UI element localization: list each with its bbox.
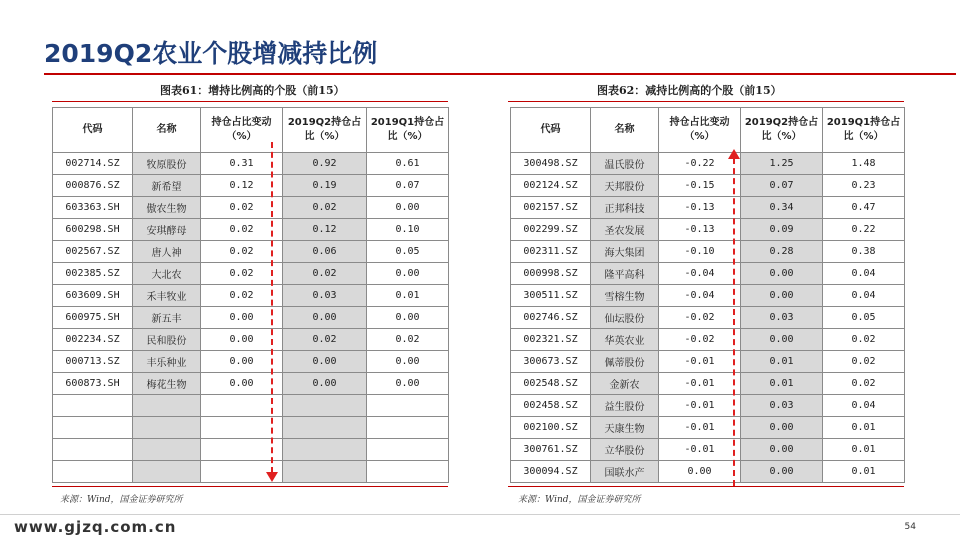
table-row (511, 219, 905, 241)
cell-q1: 0.07 (367, 175, 449, 197)
cell-code: 000876.SZ (53, 175, 133, 197)
cell-change: 0.02 (201, 263, 283, 285)
arrow-down-icon (266, 472, 278, 482)
cell-code: 002321.SZ (511, 329, 591, 351)
table-header-row (511, 108, 905, 153)
cell-name: 雪榕生物 (591, 285, 659, 307)
table-row (53, 197, 449, 219)
cell-q2: 0.28 (741, 241, 823, 263)
cell-code: 603609.SH (53, 285, 133, 307)
cell-q1: 0.38 (823, 241, 905, 263)
cell-q2: 0.02 (283, 263, 367, 285)
cell-change: 0.02 (201, 197, 283, 219)
cell-q2: 0.00 (283, 307, 367, 329)
cell-change: 0.02 (201, 241, 283, 263)
table-row (511, 153, 905, 175)
cell-change: -0.01 (659, 351, 741, 373)
table-row (53, 285, 449, 307)
cell-q1 (367, 395, 449, 417)
cell-q2: 0.00 (741, 461, 823, 483)
cell-name: 丰乐种业 (133, 351, 201, 373)
cell-change: 0.00 (201, 307, 283, 329)
cell-code: 002746.SZ (511, 307, 591, 329)
cell-q1 (367, 461, 449, 483)
table-row (511, 417, 905, 439)
right-table-caption: 图表62：减持比例高的个股（前15） (597, 84, 782, 97)
cell-code: 300511.SZ (511, 285, 591, 307)
cell-name: 华英农业 (591, 329, 659, 351)
table-row (511, 263, 905, 285)
cell-change: 0.00 (201, 373, 283, 395)
cell-code: 002234.SZ (53, 329, 133, 351)
cell-name (133, 417, 201, 439)
cell-code: 002100.SZ (511, 417, 591, 439)
cell-name: 圣农发展 (591, 219, 659, 241)
table-row (511, 307, 905, 329)
table-row (53, 395, 449, 417)
cell-name: 正邦科技 (591, 197, 659, 219)
cell-name: 国联水产 (591, 461, 659, 483)
cell-name: 新希望 (133, 175, 201, 197)
cell-change: -0.04 (659, 285, 741, 307)
cell-q1: 0.00 (367, 197, 449, 219)
table-row (511, 285, 905, 307)
cell-q2: 0.92 (283, 153, 367, 175)
table-row (53, 461, 449, 483)
cell-q1: 0.04 (823, 285, 905, 307)
cell-name: 海大集团 (591, 241, 659, 263)
cell-name: 安琪酵母 (133, 219, 201, 241)
cell-q2 (283, 417, 367, 439)
cell-name: 天康生物 (591, 417, 659, 439)
cell-code: 600298.SH (53, 219, 133, 241)
right-source-divider (508, 486, 904, 487)
page-title: 2019Q2农业个股增减持比例 (44, 39, 378, 68)
table-row (53, 241, 449, 263)
cell-code: 300761.SZ (511, 439, 591, 461)
website-logo: www.gjzq.com.cn (14, 518, 177, 536)
cell-q2: 0.00 (741, 263, 823, 285)
cell-code: 000713.SZ (53, 351, 133, 373)
cell-q2: 0.09 (741, 219, 823, 241)
right-caption-divider (508, 101, 904, 102)
cell-name: 益生股份 (591, 395, 659, 417)
cell-change: 0.00 (659, 461, 741, 483)
cell-change: -0.22 (659, 153, 741, 175)
table-row (511, 241, 905, 263)
cell-q1: 0.04 (823, 263, 905, 285)
cell-change: -0.01 (659, 395, 741, 417)
cell-name: 傲农生物 (133, 197, 201, 219)
header-q2: 2019Q2持仓占比（%） (741, 108, 823, 153)
header-change: 持仓占比变动（%） (659, 108, 741, 153)
cell-q1: 1.48 (823, 153, 905, 175)
left-table-caption: 图表61：增持比例高的个股（前15） (160, 84, 345, 97)
left-source-divider (52, 486, 448, 487)
cell-change: 0.02 (201, 219, 283, 241)
header-q1: 2019Q1持仓占比（%） (823, 108, 905, 153)
cell-code: 002567.SZ (53, 241, 133, 263)
cell-code: 002299.SZ (511, 219, 591, 241)
cell-q1: 0.01 (823, 417, 905, 439)
cell-code (53, 417, 133, 439)
cell-q2 (283, 395, 367, 417)
cell-code: 300094.SZ (511, 461, 591, 483)
cell-q1: 0.61 (367, 153, 449, 175)
cell-change: -0.01 (659, 373, 741, 395)
cell-code: 002385.SZ (53, 263, 133, 285)
cell-code: 600873.SH (53, 373, 133, 395)
cell-q2: 0.00 (741, 329, 823, 351)
cell-q1: 0.10 (367, 219, 449, 241)
cell-q2: 0.12 (283, 219, 367, 241)
cell-q2: 1.25 (741, 153, 823, 175)
cell-name: 立华股份 (591, 439, 659, 461)
cell-q2: 0.00 (741, 417, 823, 439)
table-row (53, 439, 449, 461)
cell-code (53, 461, 133, 483)
cell-code: 000998.SZ (511, 263, 591, 285)
cell-q1: 0.23 (823, 175, 905, 197)
table-row (511, 395, 905, 417)
table-row (53, 351, 449, 373)
table-row (511, 373, 905, 395)
cell-q1: 0.00 (367, 263, 449, 285)
cell-q2: 0.00 (741, 439, 823, 461)
table-row (53, 307, 449, 329)
cell-q1: 0.01 (823, 439, 905, 461)
cell-change: -0.02 (659, 307, 741, 329)
cell-name (133, 439, 201, 461)
cell-name: 金新农 (591, 373, 659, 395)
increase-trend-arrow-line (733, 158, 735, 486)
cell-name: 佩蒂股份 (591, 351, 659, 373)
header-name: 名称 (591, 108, 659, 153)
cell-q2 (283, 439, 367, 461)
cell-q2: 0.00 (283, 373, 367, 395)
cell-q2: 0.02 (283, 329, 367, 351)
decrease-trend-arrow-line (271, 142, 273, 473)
cell-name: 民和股份 (133, 329, 201, 351)
cell-change: -0.13 (659, 219, 741, 241)
cell-q1: 0.00 (367, 351, 449, 373)
header-q2: 2019Q2持仓占比（%） (283, 108, 367, 153)
header-code: 代码 (53, 108, 133, 153)
cell-q2: 0.00 (741, 285, 823, 307)
cell-q2: 0.00 (283, 351, 367, 373)
cell-code: 002548.SZ (511, 373, 591, 395)
table-row (511, 351, 905, 373)
cell-code: 603363.SH (53, 197, 133, 219)
header-code: 代码 (511, 108, 591, 153)
cell-code: 300498.SZ (511, 153, 591, 175)
footer-divider (0, 514, 960, 515)
cell-name: 隆平高科 (591, 263, 659, 285)
table-row (53, 219, 449, 241)
cell-change: 0.12 (201, 175, 283, 197)
cell-q1: 0.02 (823, 351, 905, 373)
cell-code: 600975.SH (53, 307, 133, 329)
cell-q1: 0.05 (823, 307, 905, 329)
cell-name: 新五丰 (133, 307, 201, 329)
table-row (511, 329, 905, 351)
title-divider (44, 73, 956, 75)
cell-change: -0.15 (659, 175, 741, 197)
header-q1: 2019Q1持仓占比（%） (367, 108, 449, 153)
cell-q2: 0.01 (741, 351, 823, 373)
cell-change: 0.00 (201, 351, 283, 373)
cell-q1: 0.47 (823, 197, 905, 219)
cell-change: 0.00 (201, 329, 283, 351)
cell-name: 牧原股份 (133, 153, 201, 175)
cell-name (133, 461, 201, 483)
cell-change: -0.01 (659, 417, 741, 439)
table-row (53, 417, 449, 439)
table-row (511, 197, 905, 219)
cell-name: 禾丰牧业 (133, 285, 201, 307)
cell-q1: 0.02 (823, 329, 905, 351)
table-row (53, 263, 449, 285)
arrow-up-icon (728, 149, 740, 159)
cell-change: 0.02 (201, 285, 283, 307)
cell-q2: 0.03 (283, 285, 367, 307)
cell-q2: 0.19 (283, 175, 367, 197)
cell-q1: 0.01 (823, 461, 905, 483)
cell-code: 002714.SZ (53, 153, 133, 175)
table-header-row (53, 108, 449, 153)
cell-change: -0.01 (659, 439, 741, 461)
cell-name: 梅花生物 (133, 373, 201, 395)
header-name: 名称 (133, 108, 201, 153)
left-table (52, 107, 449, 483)
cell-code: 002157.SZ (511, 197, 591, 219)
cell-name (133, 395, 201, 417)
table-row (53, 153, 449, 175)
cell-q2: 0.34 (741, 197, 823, 219)
cell-code: 002458.SZ (511, 395, 591, 417)
table-row (511, 439, 905, 461)
cell-q2 (283, 461, 367, 483)
table-row (511, 461, 905, 483)
cell-q1: 0.02 (367, 329, 449, 351)
cell-change: -0.10 (659, 241, 741, 263)
cell-code (53, 439, 133, 461)
cell-name: 仙坛股份 (591, 307, 659, 329)
cell-q2: 0.01 (741, 373, 823, 395)
cell-change: -0.02 (659, 329, 741, 351)
cell-q2: 0.06 (283, 241, 367, 263)
right-source-note: 来源：Wind，国金证券研究所 (518, 495, 641, 505)
cell-code: 300673.SZ (511, 351, 591, 373)
left-source-note: 来源：Wind，国金证券研究所 (60, 495, 183, 505)
table-row (53, 329, 449, 351)
left-caption-divider (52, 101, 448, 102)
header-change: 持仓占比变动（%） (201, 108, 283, 153)
cell-q1: 0.00 (367, 307, 449, 329)
cell-change: -0.13 (659, 197, 741, 219)
cell-q1: 0.22 (823, 219, 905, 241)
cell-code: 002124.SZ (511, 175, 591, 197)
cell-q1: 0.04 (823, 395, 905, 417)
right-table (510, 107, 905, 483)
table-row (53, 373, 449, 395)
cell-q1: 0.05 (367, 241, 449, 263)
cell-q1: 0.00 (367, 373, 449, 395)
cell-name: 唐人神 (133, 241, 201, 263)
table-row (511, 175, 905, 197)
cell-q2: 0.03 (741, 395, 823, 417)
cell-name: 天邦股份 (591, 175, 659, 197)
table-row (53, 175, 449, 197)
cell-name: 大北农 (133, 263, 201, 285)
cell-q1 (367, 439, 449, 461)
cell-q1 (367, 417, 449, 439)
page-number: 54 (904, 522, 916, 532)
cell-q1: 0.01 (367, 285, 449, 307)
cell-q2: 0.02 (283, 197, 367, 219)
cell-name: 温氏股份 (591, 153, 659, 175)
cell-change: 0.31 (201, 153, 283, 175)
cell-q2: 0.03 (741, 307, 823, 329)
cell-code: 002311.SZ (511, 241, 591, 263)
cell-q2: 0.07 (741, 175, 823, 197)
cell-change: -0.04 (659, 263, 741, 285)
cell-q1: 0.02 (823, 373, 905, 395)
cell-code (53, 395, 133, 417)
